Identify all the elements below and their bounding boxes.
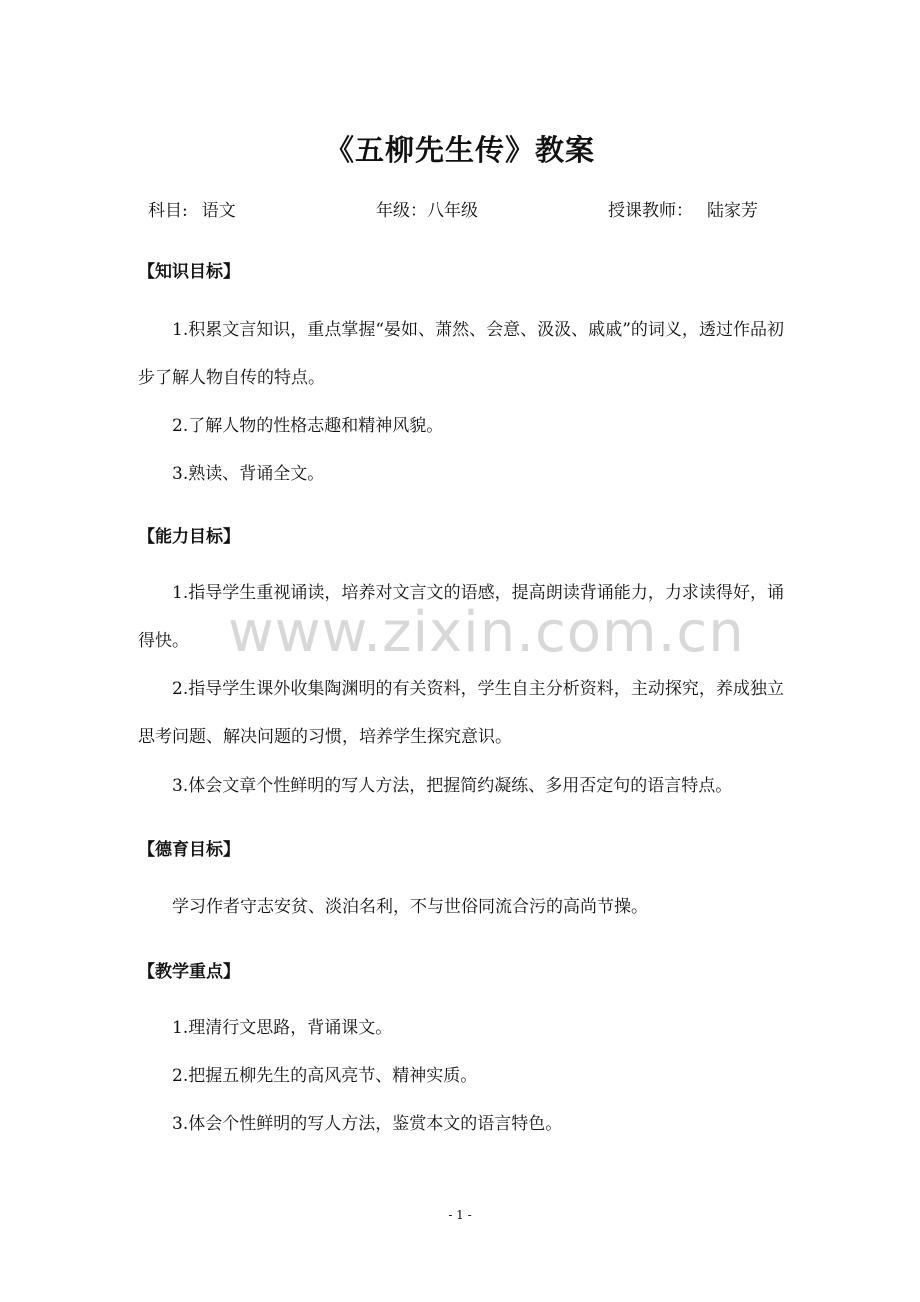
key-point-item-3: 3.体会个性鲜明的写人方法，鉴赏本文的语言特色。 [172, 1114, 563, 1134]
subject-field [148, 196, 236, 221]
grade-field: 年级：八年级 [376, 201, 478, 221]
key-point-item-2: 2.把握五柳先生的高风亮节、精神实质。 [172, 1066, 478, 1086]
section-heading-ability: 【能力目标】 [138, 527, 240, 547]
teacher-value: 陆家芳 [707, 201, 758, 221]
ability-item-1: 1.指导学生重视诵读，培养对文言文的语感，提高朗读背诵能力，力求读得好，诵得快。 [138, 583, 784, 651]
page-number: - 1 - [448, 1208, 472, 1222]
teacher-field [608, 196, 758, 221]
section-heading-moral: 【德育目标】 [138, 840, 240, 860]
ability-item-3: 3.体会文章个性鲜明的写人方法，把握简约凝练、多用否定句的语言特点。 [172, 776, 733, 796]
knowledge-item-2: 2.了解人物的性格志趣和精神风貌。 [172, 416, 444, 436]
knowledge-item-3: 3.熟读、背诵全文。 [172, 464, 325, 484]
watermark-text: www.zixin.com.cn [228, 600, 745, 665]
ability-item-2: 2.指导学生课外收集陶渊明的有关资料，学生自主分析资料，主动探究，养成独立思考问题、解决问题的习惯，培养学生探究意识。 [138, 679, 784, 747]
teacher-label: 授课教师： [608, 201, 693, 221]
subject-value: 语文 [201, 201, 236, 221]
moral-item-1: 学习作者守志安贫、淡泊名利，不与世俗同流合污的高尚节操。 [172, 897, 648, 917]
knowledge-item-1: 1.积累文言知识，重点掌握“晏如、萧然、会意、汲汲、戚戚”的词义，透过作品初步了解人物自传的特点。 [138, 320, 784, 388]
section-heading-knowledge: 【知识目标】 [138, 262, 240, 282]
document-title: 《五柳先生传》教案 [324, 133, 595, 167]
subject-label: 科目: [148, 201, 188, 221]
key-point-item-1: 1.理清行文思路，背诵课文。 [172, 1018, 393, 1038]
section-heading-key-points: 【教学重点】 [138, 962, 240, 982]
